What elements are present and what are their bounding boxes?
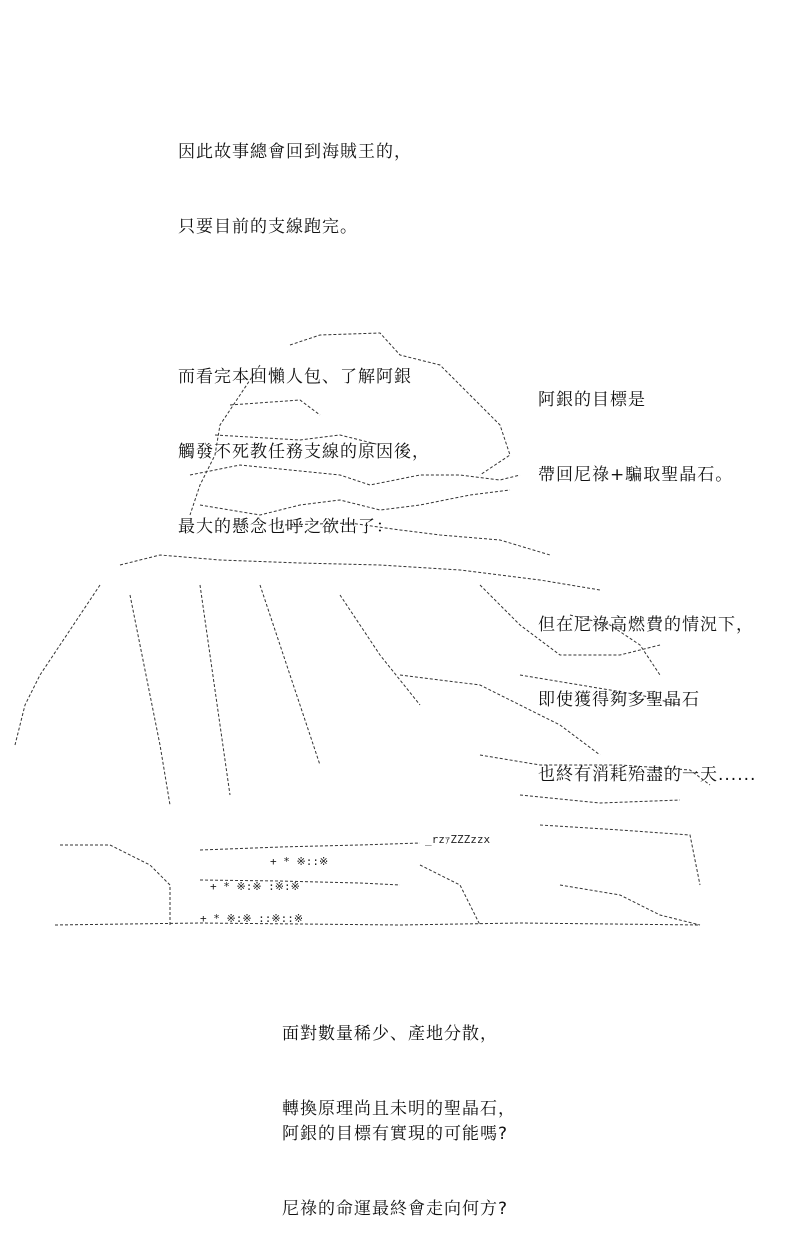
bottom2-line: 阿銀的目標有實現的可能嗎? (282, 1124, 509, 1144)
bottom1-line: 轉換原理尚且未明的聖晶石， (282, 1099, 516, 1119)
intro-line: 只要目前的支線跑完。 (178, 217, 358, 237)
bottom1-line: 面對數量稀少、產地分散， (282, 1024, 498, 1044)
intro-line: 最大的懸念也呼之欲出了： (178, 517, 394, 537)
ascii-art-illustration (0, 325, 800, 935)
stars-row: + * ※:※ :※:※ (210, 880, 300, 893)
intro-line: 而看完本回懶人包、了解阿銀 (178, 367, 412, 387)
ascii-art-drawing (0, 325, 800, 935)
stars-row: + * ※::※ (270, 855, 329, 868)
right-note-line: 帶回尼祿+騙取聖晶石。 (538, 465, 734, 485)
bottom-text-block-2 (282, 1072, 508, 1247)
stars-row: + * ※:※ ::※::※ (200, 912, 304, 925)
right-note-line: 但在尼祿高燃費的情況下， (538, 615, 754, 635)
right-note-line: 即使獲得夠多聖晶石 (538, 690, 700, 710)
intro-line: 觸發不死教任務支線的原因後， (178, 442, 430, 462)
right-note-line: 也終有消耗殆盡的一天...... (538, 765, 757, 785)
right-note-line: 阿銀的目標是 (538, 390, 646, 410)
intro-line: 因此故事總會回到海賊王的， (178, 142, 412, 162)
bottom2-line: 尼祿的命運最終會走向何方? (282, 1199, 509, 1219)
intro-line (178, 290, 430, 315)
snore-text: _rzｧZZZzzx (425, 833, 491, 846)
